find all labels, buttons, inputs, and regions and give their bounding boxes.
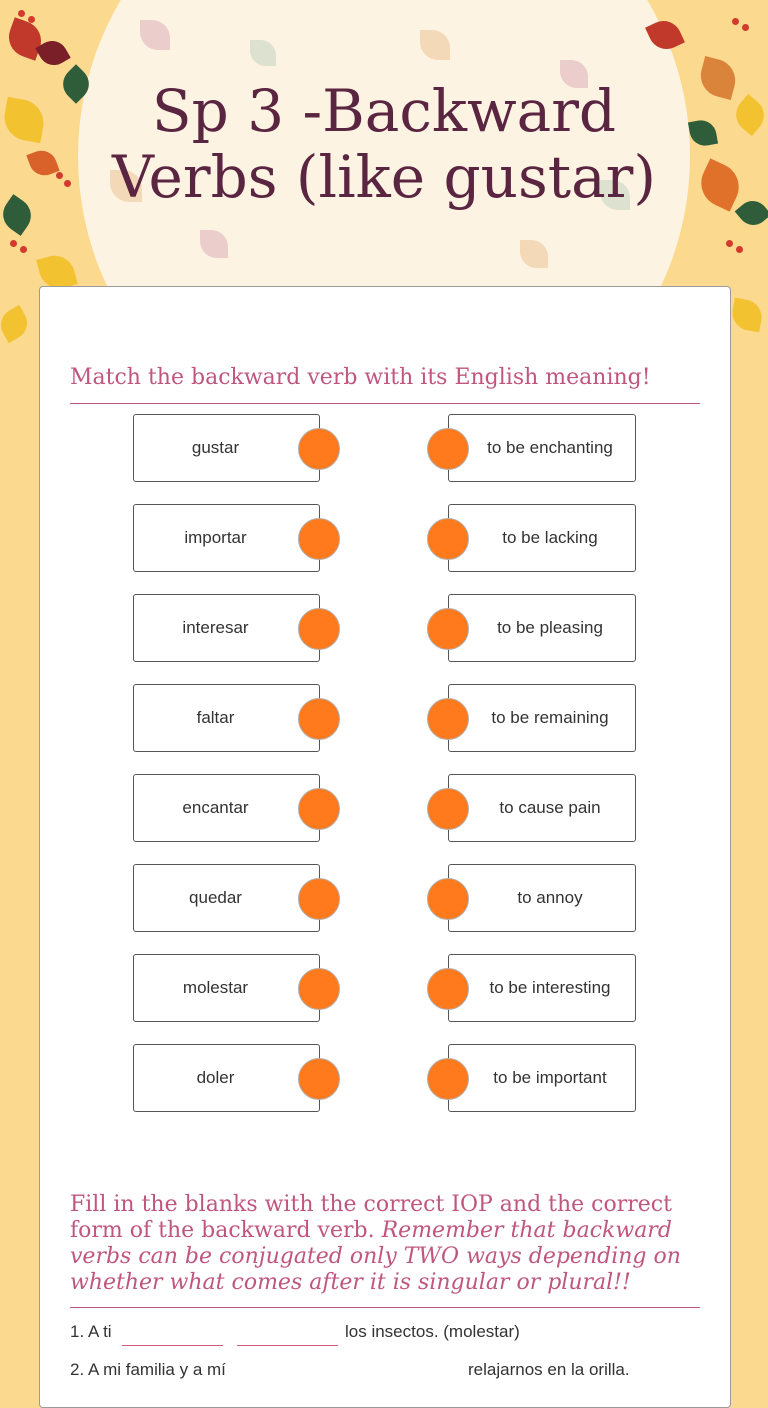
question-1-blank-iop[interactable]	[122, 1345, 223, 1346]
match-right-connector[interactable]	[427, 608, 469, 650]
match-left-item[interactable]: interesar	[133, 594, 320, 662]
question-1-prefix: 1. A ti	[70, 1322, 112, 1341]
match-heading-divider	[70, 403, 700, 404]
match-right-connector[interactable]	[427, 968, 469, 1010]
match-right-item[interactable]: to annoy	[448, 864, 636, 932]
match-left-connector[interactable]	[298, 788, 340, 830]
question-1-blank-verb[interactable]	[237, 1345, 338, 1346]
match-left-item[interactable]: encantar	[133, 774, 320, 842]
fill-heading-divider	[70, 1307, 700, 1308]
match-left-item[interactable]: doler	[133, 1044, 320, 1112]
match-right-item[interactable]: to cause pain	[448, 774, 636, 842]
match-left-item[interactable]: faltar	[133, 684, 320, 752]
match-left-connector[interactable]	[298, 968, 340, 1010]
match-right-connector[interactable]	[427, 428, 469, 470]
question-2-suffix: relajarnos en la orilla.	[468, 1360, 630, 1379]
match-left-item[interactable]: quedar	[133, 864, 320, 932]
fill-section-heading	[70, 1192, 700, 1296]
match-left-connector[interactable]	[298, 1058, 340, 1100]
match-left-connector[interactable]	[298, 878, 340, 920]
match-right-item[interactable]: to be remaining	[448, 684, 636, 752]
match-right-item[interactable]: to be pleasing	[448, 594, 636, 662]
match-right-connector[interactable]	[427, 698, 469, 740]
match-left-connector[interactable]	[298, 698, 340, 740]
match-right-item[interactable]: to be interesting	[448, 954, 636, 1022]
match-right-connector[interactable]	[427, 878, 469, 920]
match-right-item[interactable]: to be enchanting	[448, 414, 636, 482]
fill-heading-text: Fill in the blanks with the correct IOP and the correct form of the backward verb.	[70, 1192, 672, 1243]
question-2-prefix: 2. A mi familia y a mí	[70, 1360, 226, 1379]
match-right-connector[interactable]	[427, 788, 469, 830]
match-section-heading: Match the backward verb with its English meaning!	[70, 365, 651, 390]
fill-heading-note: Remember that backward verbs can be conjugated only TWO ways depending on whether what comes after it is singular or plural!!	[70, 1218, 681, 1295]
match-right-item[interactable]: to be important	[448, 1044, 636, 1112]
match-left-item[interactable]: gustar	[133, 414, 320, 482]
match-right-connector[interactable]	[427, 1058, 469, 1100]
match-left-connector[interactable]	[298, 518, 340, 560]
worksheet-card	[39, 286, 731, 1408]
match-left-item[interactable]: molestar	[133, 954, 320, 1022]
match-right-connector[interactable]	[427, 518, 469, 560]
question-1-suffix: los insectos. (molestar)	[345, 1322, 520, 1341]
match-left-connector[interactable]	[298, 428, 340, 470]
match-left-connector[interactable]	[298, 608, 340, 650]
match-right-item[interactable]: to be lacking	[448, 504, 636, 572]
match-left-item[interactable]: importar	[133, 504, 320, 572]
worksheet-title: Sp 3 -Backward Verbs (like gustar)	[111, 77, 657, 211]
